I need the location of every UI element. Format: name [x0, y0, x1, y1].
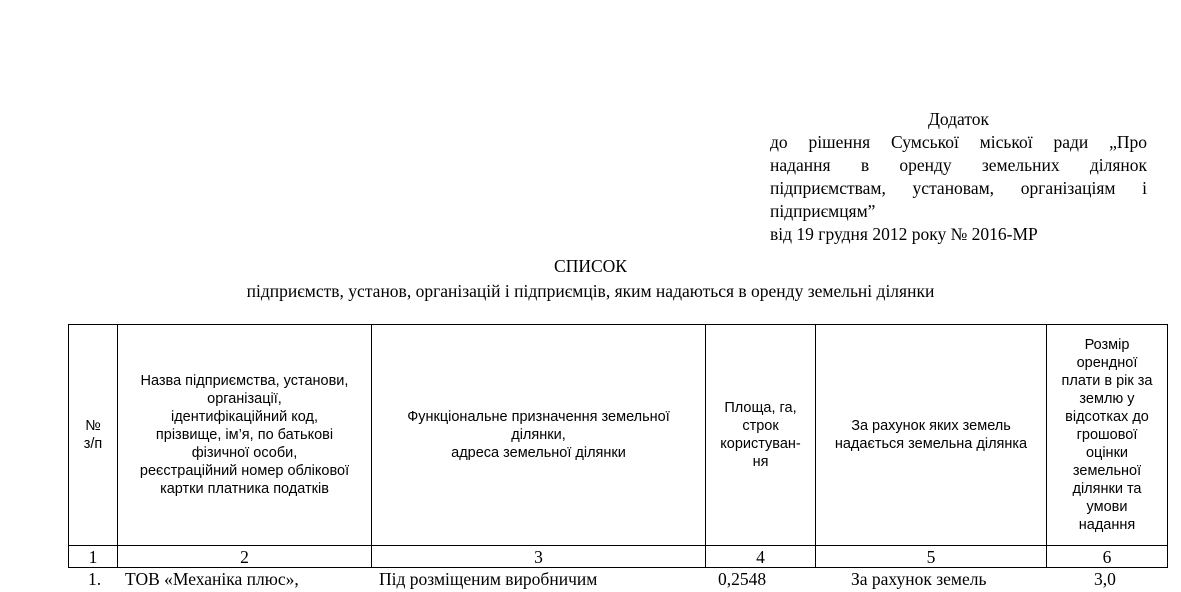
column-number: 2 [118, 546, 372, 568]
annex-line: надання в оренду земельних ділянок [770, 155, 1147, 175]
table-row [0, 569, 1181, 592]
header-cell-name: Назва підприємства, установи, організації, ідентифікаційний код, прізвище, ім’я, по батькові фізичної особи, реєстраційний номер облікової картки платника податків [118, 325, 372, 546]
column-number: 5 [816, 546, 1047, 568]
land-lease-table [68, 324, 1168, 568]
annex-title: Додаток [927, 109, 990, 129]
column-number: 4 [706, 546, 816, 568]
table-header-row [69, 325, 1168, 546]
column-number: 6 [1047, 546, 1168, 568]
row-rent: 3,0 [1094, 569, 1116, 589]
row-area: 0,2548 [718, 569, 767, 589]
header-cell-area: Площа, га, строк користуван- ня [706, 325, 816, 546]
header-cell-rent: Розмір орендної плати в рік за землю у відсотках до грошової оцінки земельної ділянки та умови надання [1047, 325, 1168, 546]
document-title: СПИСОК [554, 256, 627, 276]
column-number: 1 [69, 546, 118, 568]
row-purpose: Під розміщеним виробничим [379, 569, 598, 589]
row-land-source: За рахунок земель [851, 569, 987, 589]
annex-line: підприємствам, установам, організаціям і [770, 178, 1147, 198]
row-number: 1. [88, 569, 102, 589]
document-subtitle: підприємств, установ, організацій і підприємців, яким надаються в оренду земельні ділянки [246, 281, 935, 301]
row-company-name: ТОВ «Механіка плюс», [125, 569, 299, 589]
annex-date: від 19 грудня 2012 року № 2016-МР [770, 224, 1038, 244]
column-number: 3 [372, 546, 706, 568]
annex-line: до рішення Сумської міської ради „Про [770, 132, 1147, 152]
header-cell-land-source: За рахунок яких земель надається земельна ділянка [816, 325, 1047, 546]
header-cell-number: № з/п [69, 325, 118, 546]
annex-line: підприємцям” [770, 201, 876, 221]
column-number-row [69, 546, 1168, 568]
annex-block [770, 108, 1147, 246]
header-cell-purpose: Функціональне призначення земельної ділянки, адреса земельної ділянки [372, 325, 706, 546]
